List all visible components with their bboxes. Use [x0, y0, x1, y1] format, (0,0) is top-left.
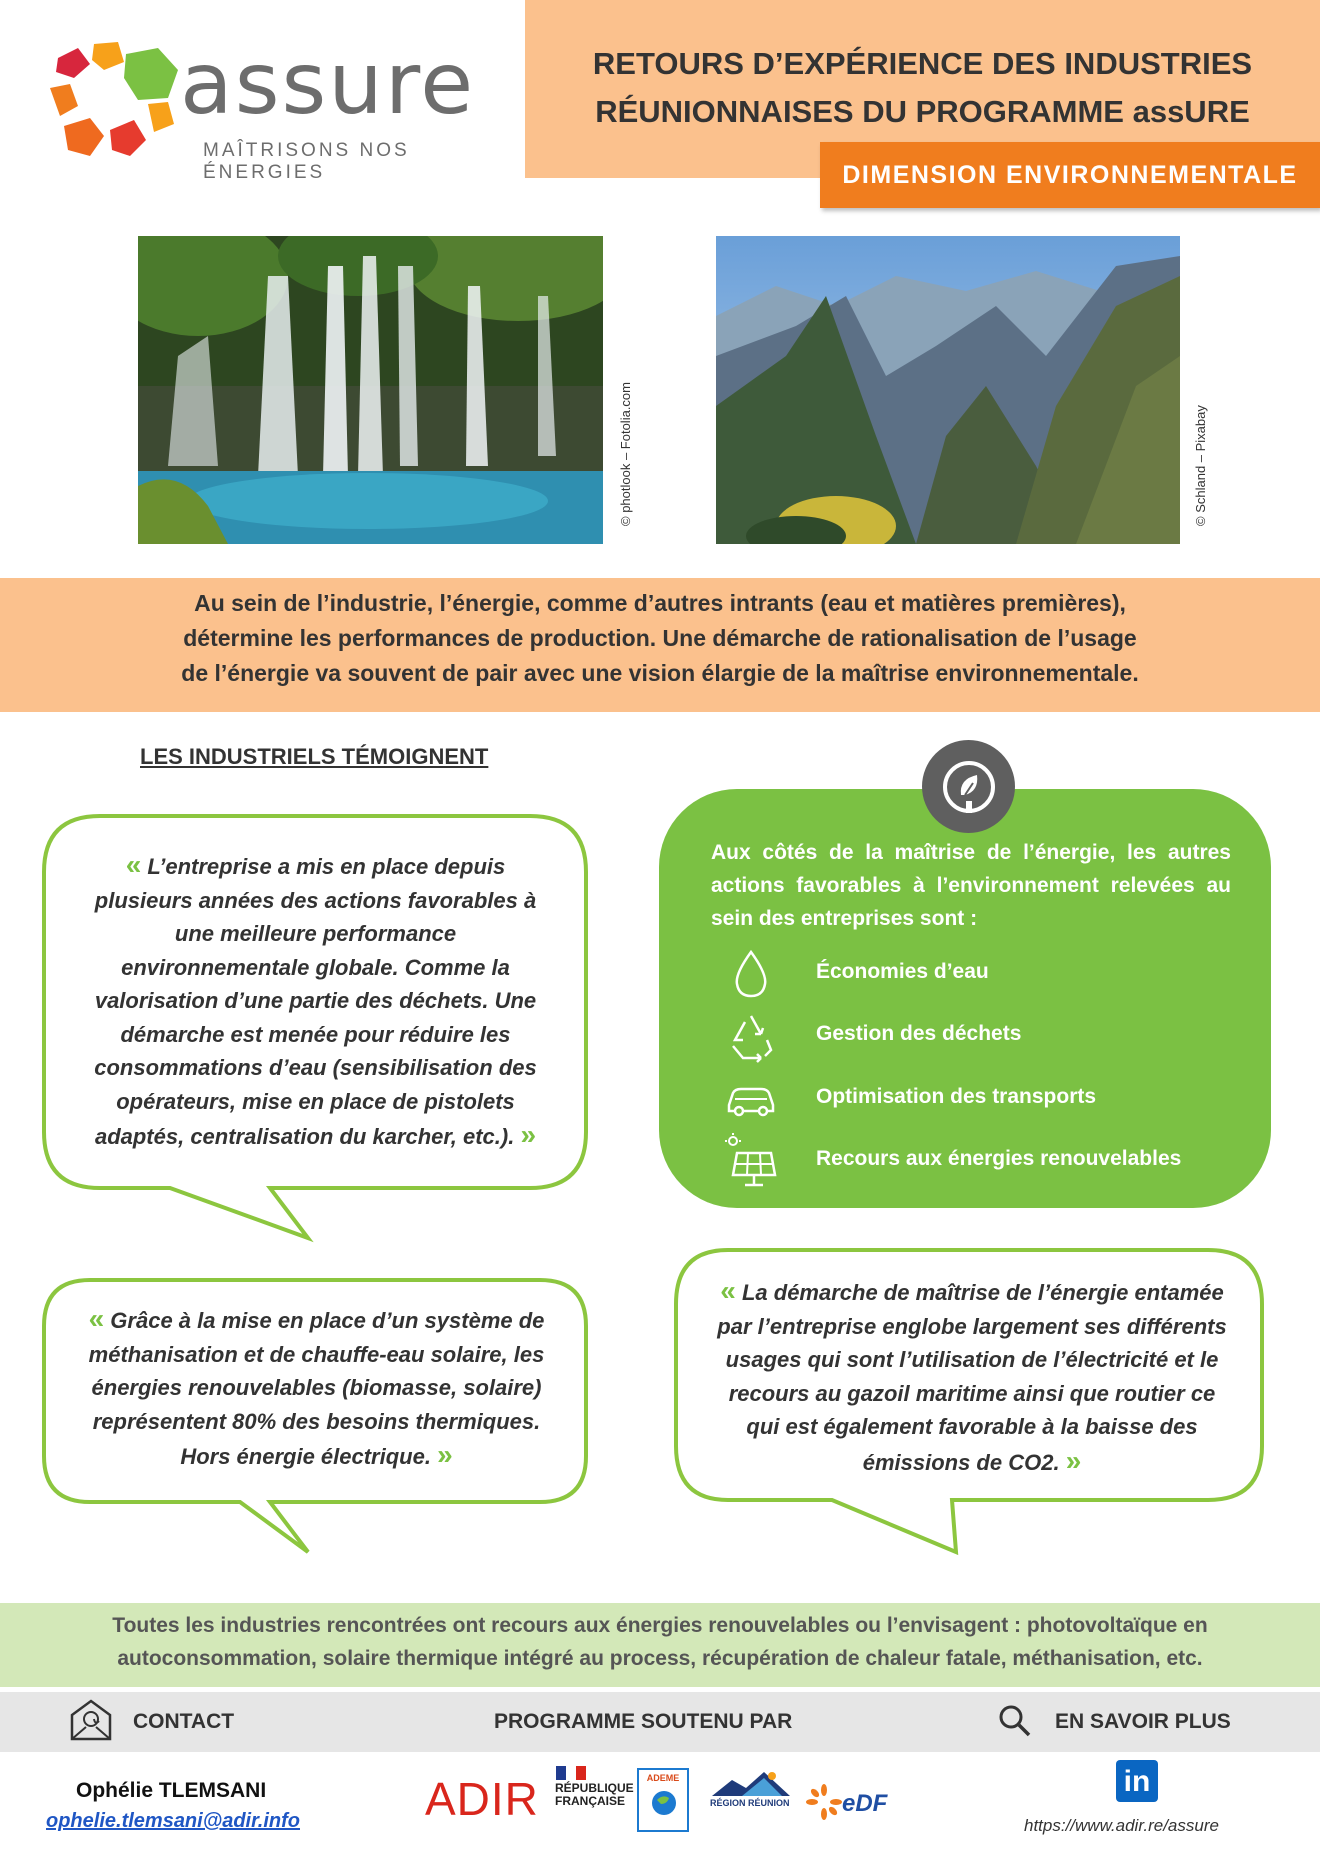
solar-panel-icon [723, 1133, 779, 1189]
adir-logo-text: ADIR [425, 1773, 539, 1825]
quote-close-mark: » [1065, 1444, 1082, 1476]
water-drop-icon [723, 946, 779, 1002]
region-reunion-logo-mark [712, 1768, 790, 1798]
title-line-1: RETOURS D’EXPÉRIENCE DES INDUSTRIES [592, 46, 1253, 81]
ademe-logo [637, 1768, 689, 1832]
title-line-2: RÉUNIONNAISES DU PROGRAMME assURE [595, 94, 1250, 129]
summary-text [60, 1609, 1260, 1675]
intro-line-3: de l’énergie va souvent de pair avec une vision élargie de la maîtrise environnementale. [181, 660, 1139, 686]
testimonial-quote-1 [78, 848, 553, 1154]
quote-open-mark: « [125, 849, 142, 880]
mail-icon [68, 1697, 114, 1743]
action-label: Recours aux énergies renouvelables [816, 1147, 1182, 1170]
republique-francaise-logo: RÉPUBLIQUE FRANÇAISE [555, 1781, 634, 1808]
logo-wordmark: assure [180, 34, 476, 134]
edf-flower-icon [806, 1784, 842, 1820]
quote-open-mark: « [88, 1303, 105, 1334]
action-item-transport [711, 1071, 1271, 1127]
quote-close-mark: » [437, 1439, 453, 1470]
testimonial-quote-2 [74, 1302, 559, 1474]
page-title [525, 40, 1320, 136]
adir-logo [425, 1772, 539, 1826]
search-icon [998, 1704, 1032, 1738]
testimonial-text-3: La démarche de maîtrise de l’énergie entamée par l’entreprise englobe largement ses différents usages qui sont l’utilisation de l’électricité et le recours au gazoil maritime ainsi que routier ce qui est également favorable à la baisse des émissions de CO2. [717, 1280, 1227, 1475]
photo-credit-2: © Schland – Pixabay [1193, 405, 1208, 526]
intro-text [100, 586, 1220, 691]
dimension-badge: DIMENSION ENVIRONNEMENTALE [820, 142, 1320, 208]
mountain-photo [716, 236, 1180, 544]
summary-line-2: autoconsommation, solaire thermique intégré au process, récupération de chaleur fatale, méthanisation, etc. [117, 1647, 1203, 1670]
intro-line-1: Au sein de l’industrie, l’énergie, comme d’autres intrants (eau et matières premières), [194, 590, 1126, 616]
action-label: Gestion des déchets [816, 1022, 1022, 1045]
quote-close-mark: » [520, 1119, 537, 1150]
contact-name: Ophélie TLEMSANI [76, 1779, 267, 1802]
action-item-waste [711, 1008, 1271, 1064]
summary-line-1: Toutes les industries rencontrées ont recours aux énergies renouvelables ou l’envisagent : photovoltaïque en [112, 1614, 1208, 1637]
recycle-icon [723, 1008, 779, 1064]
contact-email-link[interactable]: ophelie.tlemsani@adir.info [46, 1810, 300, 1832]
eco-plug-glyph [937, 755, 1001, 819]
globe-icon [651, 1790, 677, 1816]
testimonial-text-2: Grâce à la mise en place d’un système de méthanisation et de chauffe-eau solaire, les énergies renouvelables (biomasse, solaire) représentent 80% des besoins thermiques. Hors énergie électrique. [88, 1308, 545, 1469]
eco-plug-icon [922, 740, 1015, 833]
region-reunion-logo: RÉGION RÉUNION [710, 1798, 790, 1808]
photo-credit-1: © photlook – Fotolia.com [618, 382, 633, 526]
car-icon [723, 1071, 779, 1127]
testimonial-quote-3 [712, 1274, 1232, 1479]
french-flag-icon [556, 1766, 586, 1780]
action-item-water [711, 946, 1271, 1002]
website-link[interactable]: https://www.adir.re/assure [1024, 1816, 1219, 1835]
linkedin-icon[interactable]: in [1116, 1760, 1158, 1802]
panel-intro: Aux côtés de la maîtrise de l’énergie, les autres actions favorables à l’environnement relevées au sein des entreprises sont : [711, 841, 1231, 930]
waterfall-photo [138, 236, 603, 544]
more-info-label: EN SAVOIR PLUS [1055, 1710, 1231, 1733]
action-label: Optimisation des transports [816, 1085, 1097, 1108]
edf-logo: eDF [842, 1790, 888, 1817]
action-label: Économies d’eau [816, 960, 989, 983]
intro-line-2: détermine les performances de production. Une démarche de rationalisation de l’usage [183, 625, 1137, 651]
support-label: PROGRAMME SOUTENU PAR [494, 1710, 793, 1733]
testimonial-text-1: L’entreprise a mis en place depuis plusieurs années des actions favorables à une meilleure performance environnementale globale. Comme la valorisation d’une partie des déchets. Une démarche est menée pour réduire les consommations d’eau (sensibilisation des opérateurs, mise en place de pistolets adaptés, centralisation du karcher, etc.). [94, 854, 537, 1149]
assure-logo [50, 34, 490, 183]
assure-logo-mark [50, 40, 185, 160]
contact-label: CONTACT [133, 1710, 235, 1733]
quote-open-mark: « [720, 1275, 736, 1306]
ademe-label: ADEME [646, 1773, 680, 1783]
section-title: LES INDUSTRIELS TÉMOIGNENT [140, 744, 489, 769]
action-item-renewables [711, 1133, 1271, 1189]
logo-tagline: MAÎTRISONS NOS ÉNERGIES [203, 140, 410, 183]
